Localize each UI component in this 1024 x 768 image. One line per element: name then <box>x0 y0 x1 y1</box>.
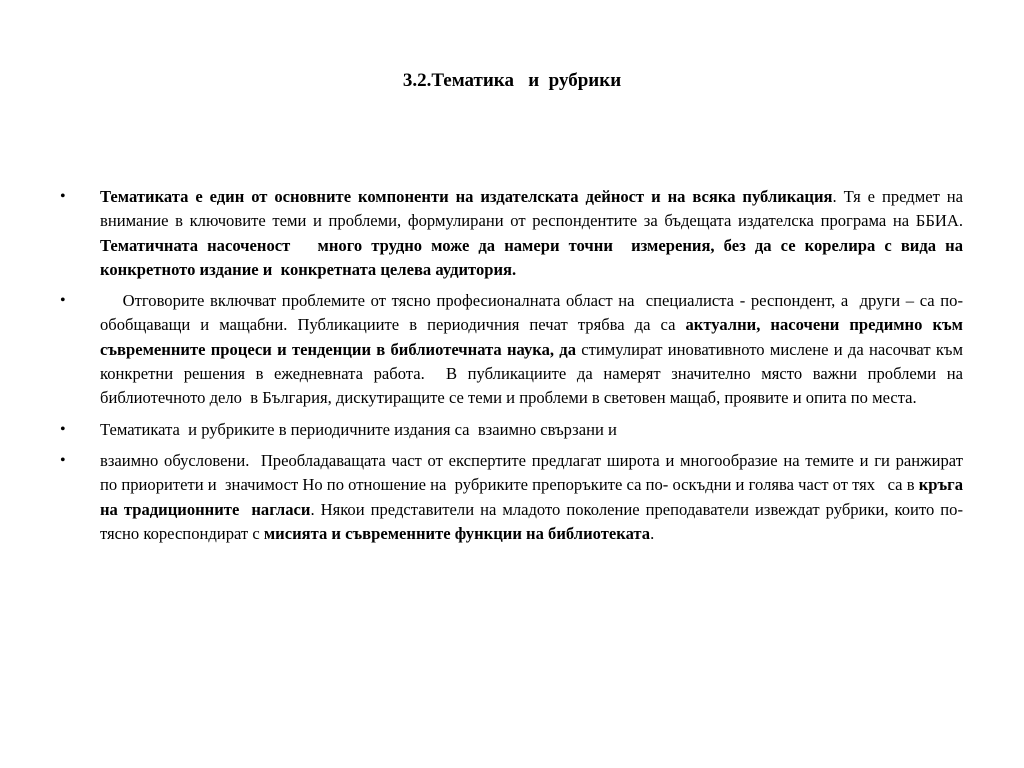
bullet-text <box>100 420 617 439</box>
bullet-plain-text: стимулират иновативното мислене и да насочват към конкретни решения в ежедневната работа. В публикациите да намерят значително място важни проблеми на библиотечното дело в България, дискутиращите се теми и проблеми в световен мащаб, проявите и опита по места. <box>100 339 968 408</box>
bullet-bold-text: Тематичната насоченост много трудно може да намери точни измерения, без да се корелира с вида на конкретното издание и конкретната целева аудитория. <box>100 235 968 279</box>
bullet-plain-text: взаимно обусловени. Преобладаващата част от експертите предлагат широта и многообразие на темите и ги ранжират по приоритети и значимост Но по отношение на рубриките препоръките са по- оскъдни и голява част от тях са в <box>100 450 972 495</box>
bullet-item <box>60 449 972 546</box>
bullet-plain-text: Тематиката и рубриките в периодичните издания са взаимно свързани и <box>100 419 617 439</box>
bullet-item <box>60 289 968 410</box>
bullet-item <box>60 418 963 442</box>
bullet-dot-icon: • <box>60 188 66 205</box>
bullet-text <box>100 451 971 543</box>
bullet-list <box>60 185 972 553</box>
bullet-text <box>100 291 967 407</box>
bullet-bold-text: Тематиката е един от основните компоненти на издателската дейност и на всяка публикация <box>100 187 833 206</box>
bullet-bold-text: кръга на традиционните нагласи <box>100 475 968 519</box>
bullet-dot-icon: • <box>60 451 66 469</box>
bullet-plain-text: . <box>650 523 655 543</box>
bullet-plain-text: . Някои представители на младото поколение преподаватели извеждат рубрики, които по-тясно кореспондират с <box>100 499 963 543</box>
bullet-item <box>60 185 968 282</box>
slide-title: 3.2.Тематика и рубрики <box>402 70 622 91</box>
bullet-plain-text: . Тя е предмет на внимание в ключовите теми и проблеми, формулирани от респондентите за бъдещата издателска програма на ББИА. <box>100 187 968 231</box>
bullet-bold-text: актуални, насочени предимно към съвременните процеси и тенденции в библиотечната наука, да <box>100 315 968 359</box>
bullet-dot-icon: • <box>60 292 66 310</box>
bullet-bold-text: мисията и съвременните функции на библиотеката <box>263 523 651 543</box>
bullet-text <box>100 187 967 279</box>
bullet-dot-icon: • <box>60 420 66 438</box>
bullet-plain-text: Отговорите включват проблемите от тясно професионалната област на специалиста - респондент, а други – са по-обобщаващи и мащабни. Публикациите в периодичния печат трябва да са <box>100 291 963 335</box>
